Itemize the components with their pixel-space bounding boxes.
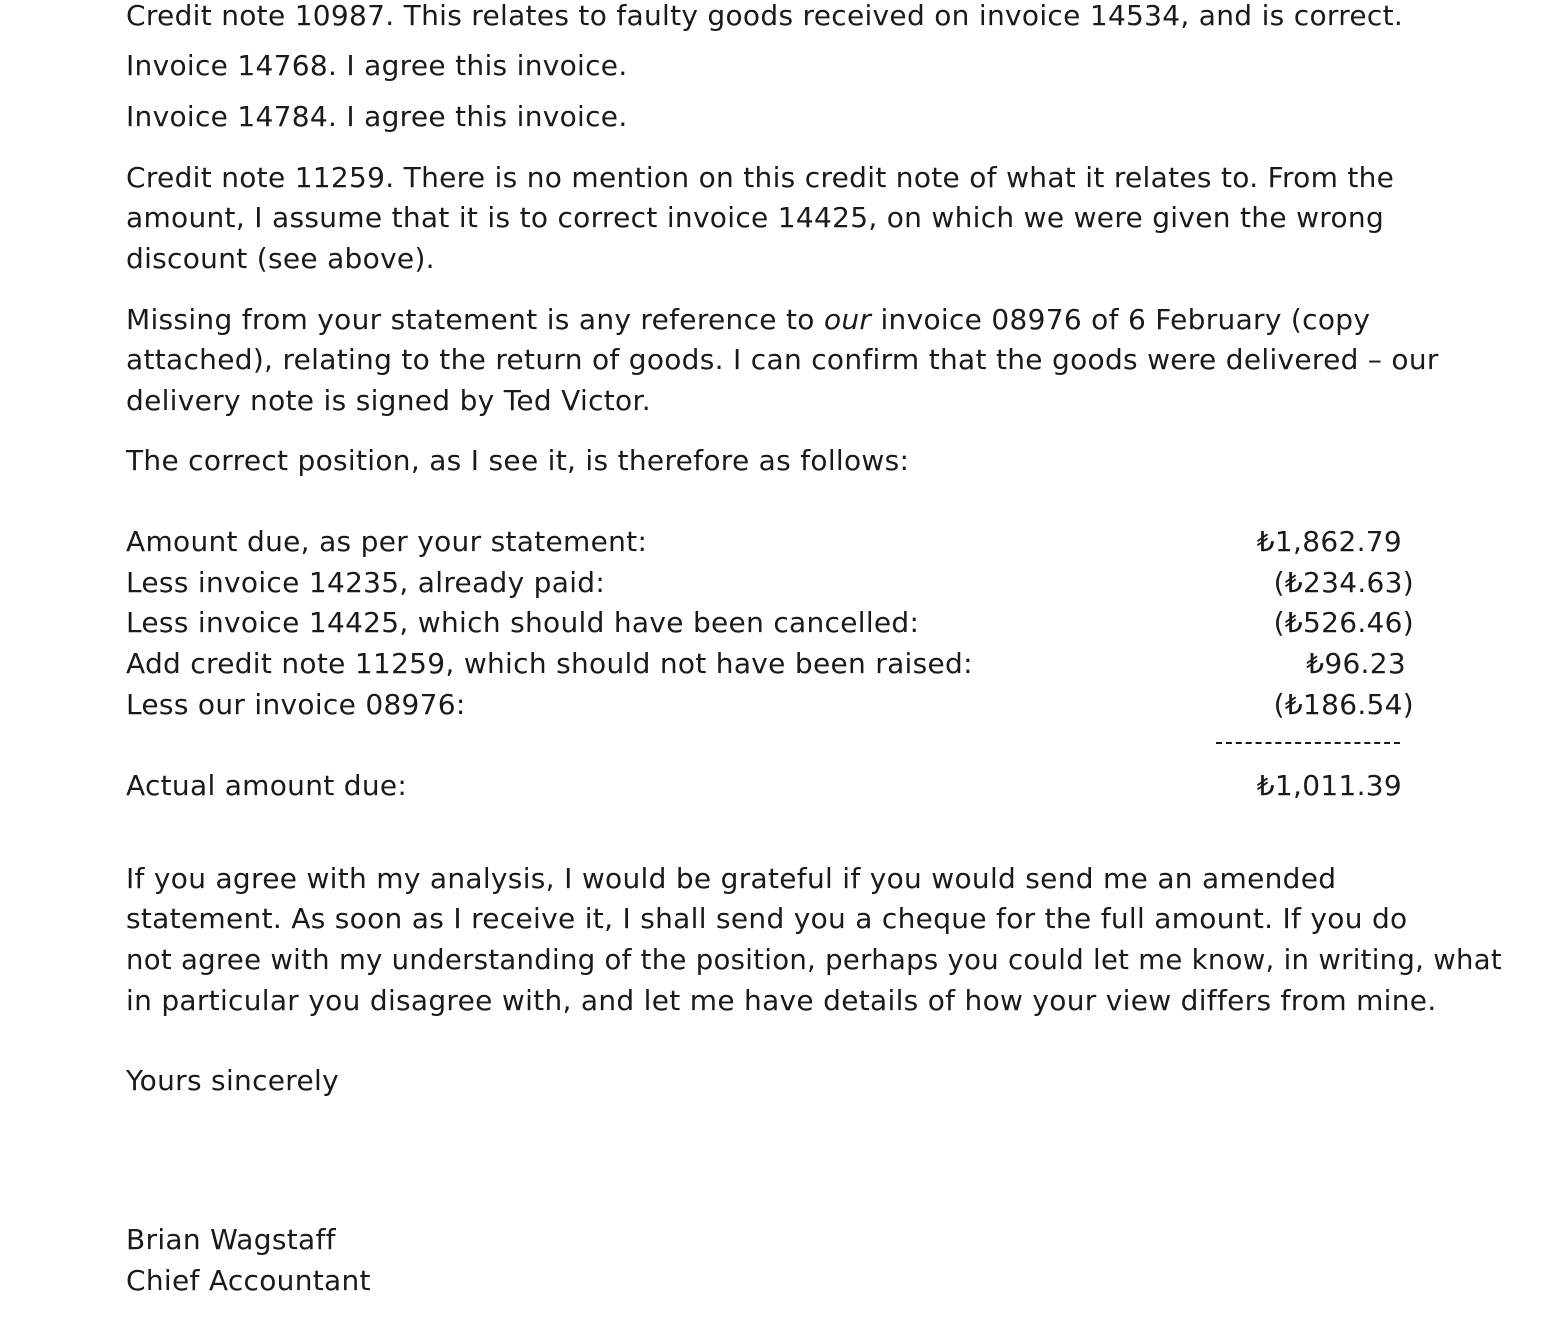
reconciliation-amount: (₺234.63) <box>1273 566 1414 599</box>
text-line: statement. As soon as I receive it, I shall send you a cheque for the full amount. If you do <box>126 902 1408 935</box>
text-line <box>126 300 1370 340</box>
text-line: delivery note is signed by Ted Victor. <box>126 384 651 417</box>
signatory-title: Chief Accountant <box>126 1264 371 1297</box>
reconciliation-amount: (₺526.46) <box>1273 606 1414 639</box>
reconciliation-amount: ₺1,862.79 <box>1256 525 1402 558</box>
total-divider <box>1216 742 1400 744</box>
total-amount: ₺1,011.39 <box>1256 769 1402 802</box>
text-line: amount, I assume that it is to correct invoice 14425, on which we were given the wrong <box>126 201 1385 234</box>
text-line: in particular you disagree with, and let me have details of how your view differs from mine. <box>126 984 1437 1017</box>
paragraph-invoice-14768: Invoice 14768. I agree this invoice. <box>126 49 628 82</box>
reconciliation-label: Less invoice 14425, which should have been cancelled: <box>126 606 920 639</box>
paragraph-position-intro: The correct position, as I see it, is therefore as follows: <box>126 444 910 477</box>
paragraph-invoice-14784: Invoice 14784. I agree this invoice. <box>126 100 628 133</box>
reconciliation-label: Less our invoice 08976: <box>126 688 466 721</box>
paragraph-credit-note-10987: Credit note 10987. This relates to faulty goods received on invoice 14534, and is correct. <box>126 0 1404 32</box>
total-label: Actual amount due: <box>126 769 408 802</box>
text-line: attached), relating to the return of goods. I can confirm that the goods were delivered – our <box>126 343 1439 376</box>
text-segment: Missing from your statement is any reference to <box>126 303 824 336</box>
reconciliation-label: Less invoice 14235, already paid: <box>126 566 606 599</box>
reconciliation-label: Amount due, as per your statement: <box>126 525 648 558</box>
reconciliation-amount: (₺186.54) <box>1273 688 1414 721</box>
reconciliation-label: Add credit note 11259, which should not have been raised: <box>126 647 973 680</box>
emphasis-our: our <box>823 303 872 336</box>
text-segment: invoice 08976 of 6 February (copy <box>871 303 1371 336</box>
text-line: not agree with my understanding of the position, perhaps you could let me know, in writing, what <box>126 944 1503 976</box>
salutation: Yours sincerely <box>126 1064 339 1097</box>
text-line: If you agree with my analysis, I would be grateful if you would send me an amended <box>126 862 1337 895</box>
signatory-name: Brian Wagstaff <box>126 1223 336 1256</box>
text-line: discount (see above). <box>126 242 435 275</box>
reconciliation-amount: ₺96.23 <box>1306 647 1406 680</box>
text-line: Credit note 11259. There is no mention on this credit note of what it relates to. From the <box>126 161 1395 194</box>
